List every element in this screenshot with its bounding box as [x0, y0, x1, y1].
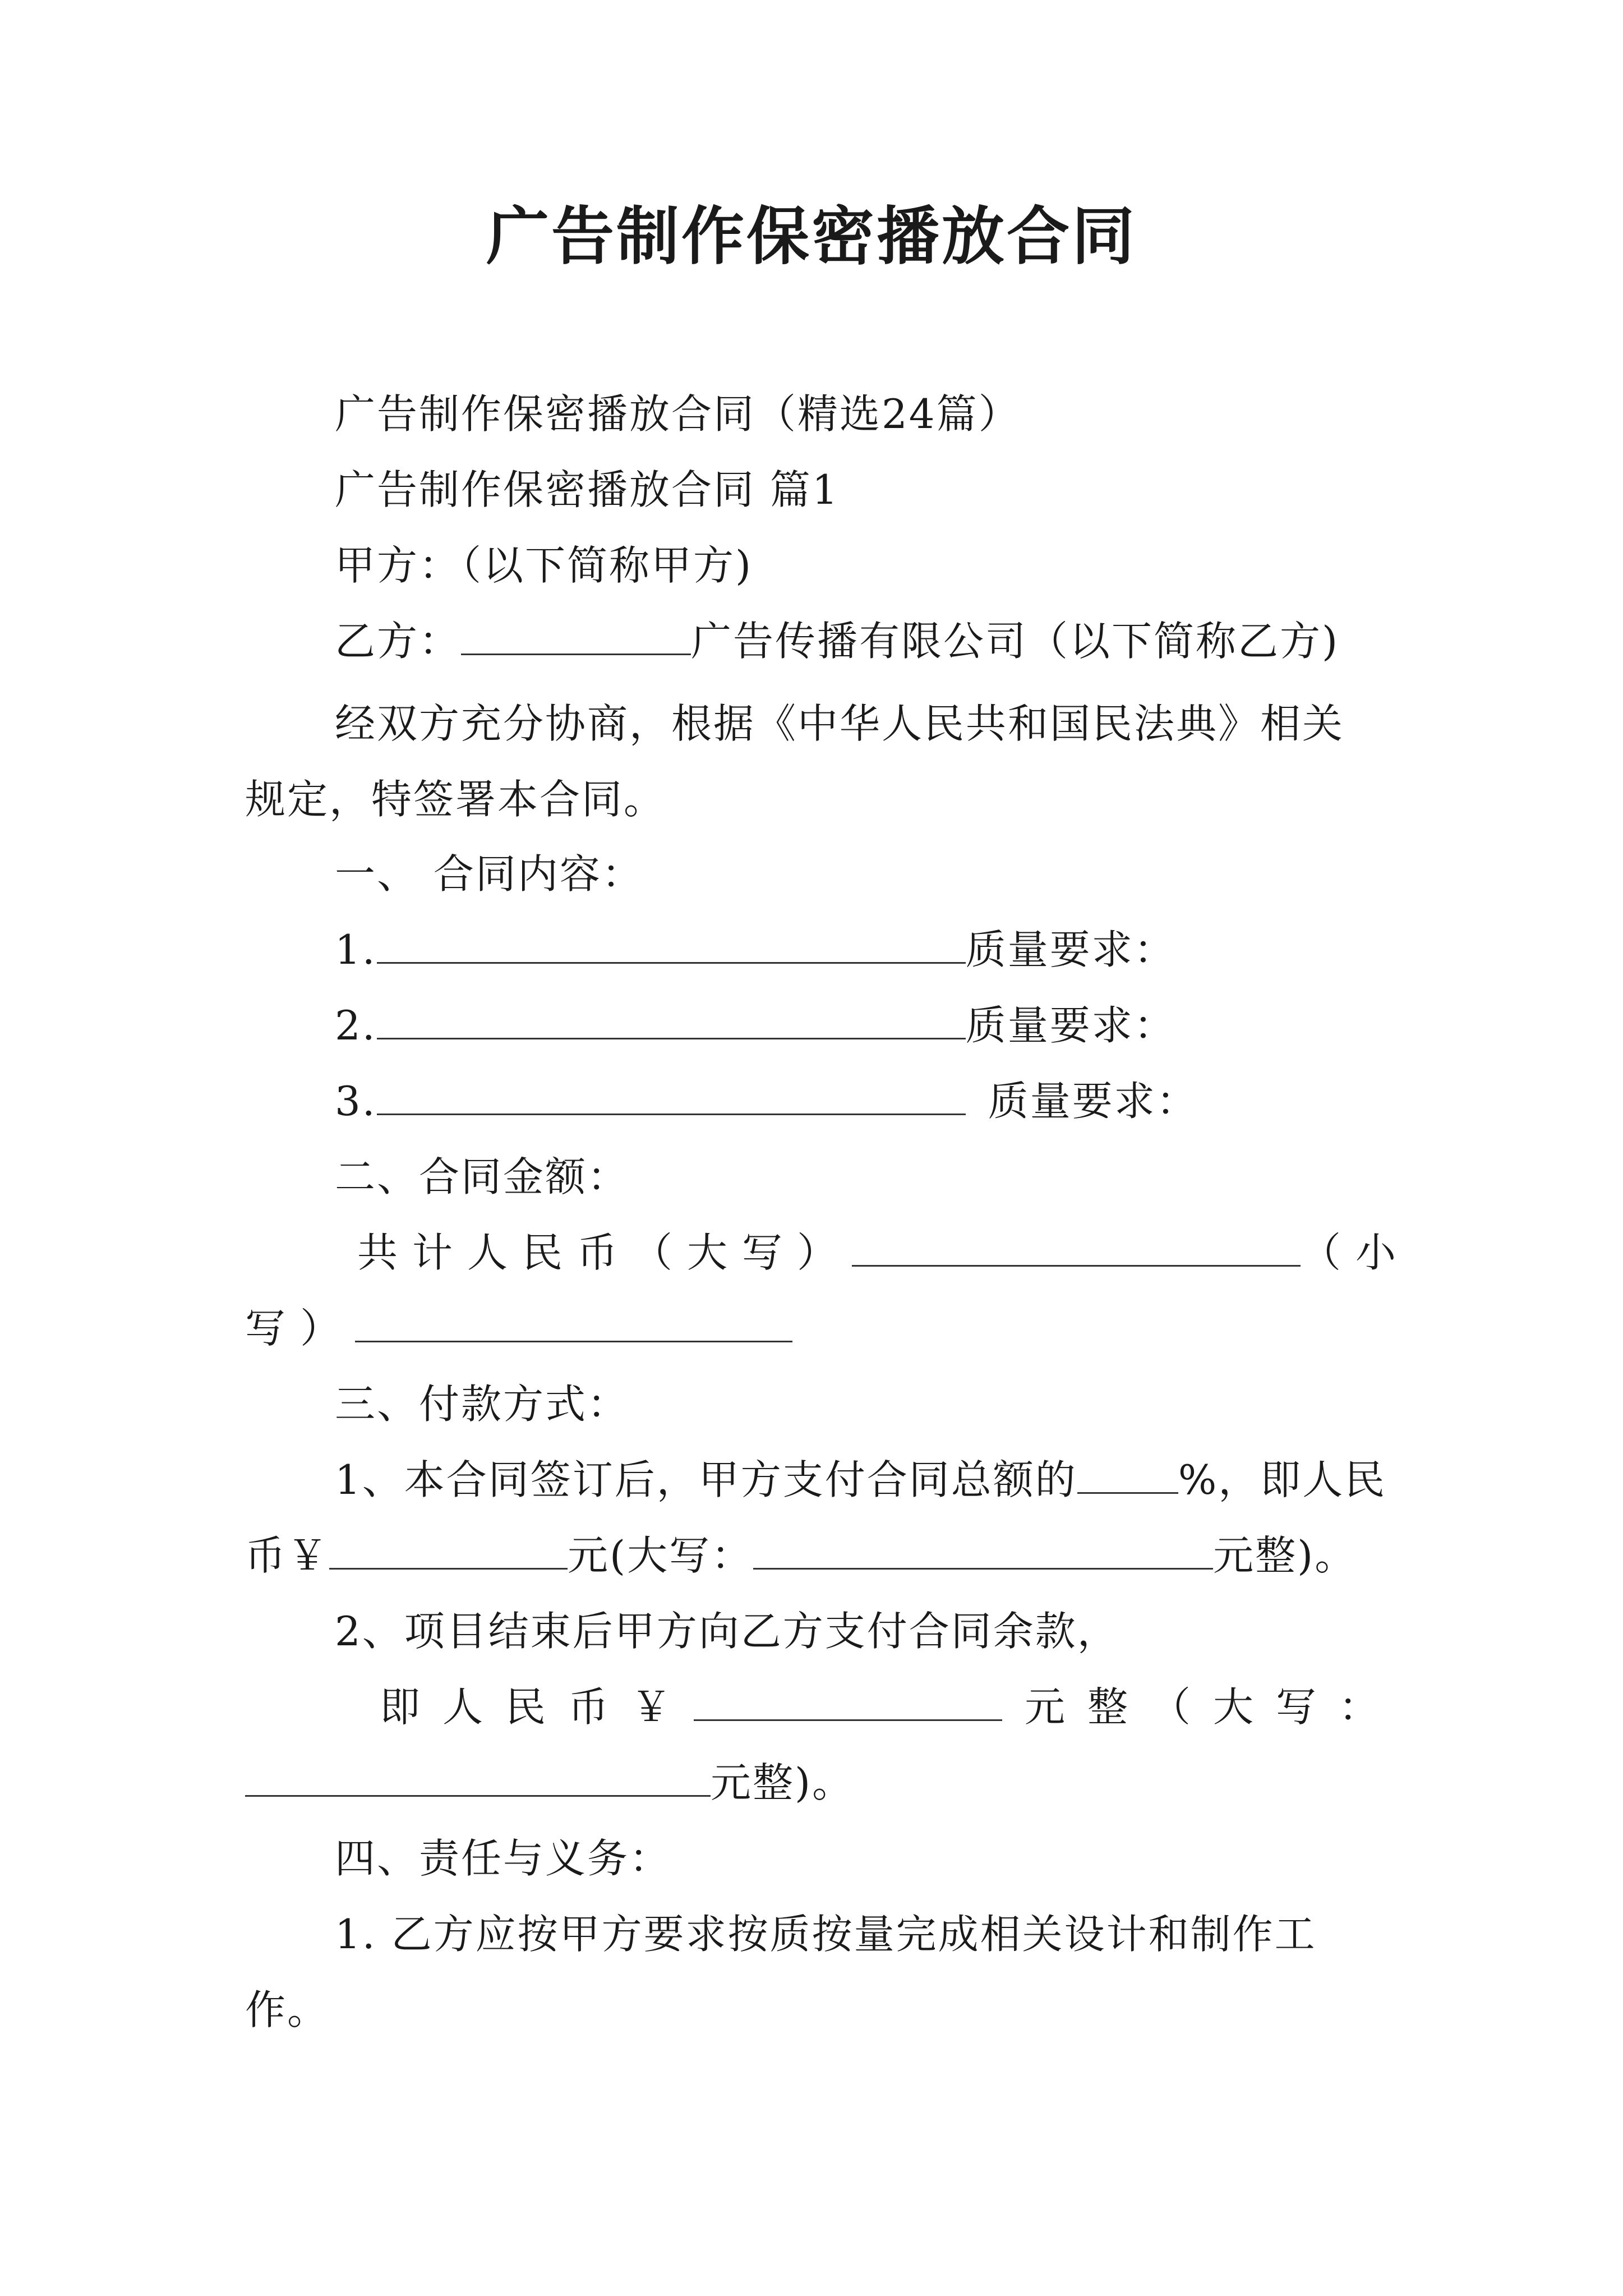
payment-2-capital-label: 元整（大写： — [1025, 1683, 1402, 1731]
payment-2-line-3 — [245, 1755, 854, 1811]
document-subtitle: 广告制作保密播放合同（精选24篇） — [335, 390, 1021, 438]
payment-1-capital-blank — [753, 1533, 1213, 1570]
amount-line-2 — [245, 1300, 792, 1356]
amount-prefix: 共计人民币（大写） — [357, 1229, 852, 1276]
content-item-blank — [377, 927, 966, 964]
section-4-heading: 四、责任与义务： — [335, 1835, 672, 1882]
party-b-line — [335, 613, 1339, 669]
party-b-blank — [461, 619, 691, 655]
payment-1-currency: 币￥ — [245, 1532, 330, 1579]
content-item-quality: 质量要求： — [965, 1002, 1176, 1049]
content-item-number: 2. — [335, 1002, 377, 1049]
amount-line-1 — [357, 1225, 1410, 1281]
payment-2-currency: 即人民币￥ — [380, 1683, 694, 1731]
content-item-2 — [335, 997, 1176, 1053]
payment-1-amount-blank — [329, 1533, 568, 1570]
payment-1-text-b: %，即人民 — [1178, 1456, 1387, 1503]
section-2-heading: 二、合同金额： — [335, 1153, 630, 1200]
document-title: 广告制作保密播放合同 — [486, 200, 1137, 273]
content-item-3 — [335, 1073, 1198, 1129]
intro-line-1: 经双方充分协商，根据《中华人民共和国民法典》相关 — [335, 700, 1345, 747]
intro-line-2: 规定，特签署本合同。 — [245, 776, 666, 823]
content-item-blank — [377, 1003, 966, 1039]
payment-2-capital-blank — [245, 1760, 711, 1797]
payment-1-line-2 — [245, 1527, 1357, 1584]
section-3-heading: 三、付款方式： — [335, 1381, 630, 1428]
payment-2-line-1: 2、项目结束后甲方向乙方支付合同余款， — [335, 1608, 1119, 1655]
section-1-heading: 一、 合同内容： — [335, 850, 644, 898]
payment-percent-blank — [1077, 1457, 1178, 1494]
duty-1-line-2: 作。 — [245, 1986, 330, 2033]
payment-1-end: 元整)。 — [1213, 1532, 1357, 1579]
payment-2-line-2 — [380, 1679, 1401, 1735]
payment-2-amount-blank — [694, 1685, 1002, 1721]
amount-small-label: 写） — [245, 1305, 356, 1352]
payment-1-text: 1、本合同签订后，甲方支付合同总额的 — [335, 1456, 1077, 1503]
payment-1-capital-label: 元(大写： — [568, 1532, 754, 1579]
content-item-blank — [377, 1079, 966, 1115]
amount-small-blank — [355, 1306, 792, 1342]
content-item-number: 1. — [335, 926, 377, 973]
amount-suffix: （小 — [1301, 1229, 1411, 1276]
party-b-tail: 广告传播有限公司（以下简称乙方) — [691, 618, 1340, 665]
party-a-line: 甲方：（以下简称甲方) — [335, 542, 753, 589]
payment-1-line-1 — [335, 1452, 1386, 1508]
content-item-quality: 质量要求： — [965, 926, 1176, 973]
section-heading: 广告制作保密播放合同 篇1 — [335, 466, 840, 513]
amount-capital-blank — [852, 1230, 1301, 1267]
duty-1-line-1: 1. 乙方应按甲方要求按质按量完成相关设计和制作工 — [335, 1911, 1317, 1958]
party-b-label: 乙方： — [335, 618, 462, 665]
payment-2-end: 元整)。 — [711, 1759, 855, 1806]
content-item-quality: 质量要求： — [988, 1078, 1198, 1125]
content-item-number: 3. — [335, 1078, 377, 1125]
content-item-1 — [335, 922, 1176, 978]
